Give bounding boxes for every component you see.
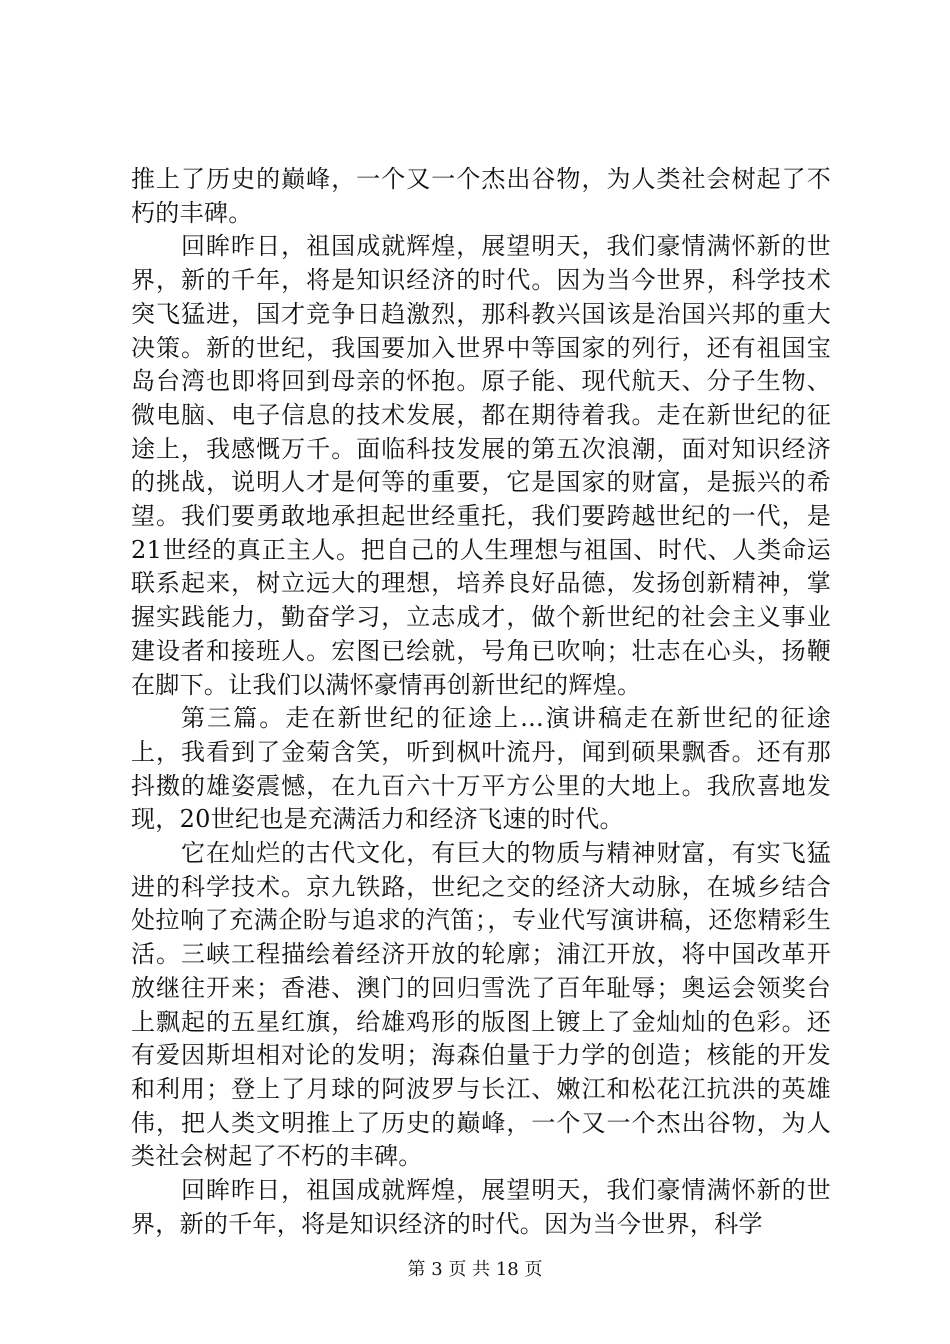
paragraph-3: 第三篇。走在新世纪的征途上...演讲稿走在新世纪的征途上，我看到了金菊含笑，听到枫叶流丹，闻到硕果飘香。还有那抖擞的雄姿震憾，在九百六十万平方公里的大地上。我欣喜地发现，20世纪也是充满活力和经济飞速的时代。	[131, 704, 831, 834]
paragraph-2: 回眸昨日，祖国成就辉煌，展望明天，我们豪情满怀新的世界，新的千年，将是知识经济的时代。因为当今世界，科学技术突飞猛进，国才竞争日趋激烈，那科教兴国该是治国兴邦的重大决策。新的世纪，我国要加入世界中等国家的列行，还有祖国宝岛台湾也即将回到母亲的怀抱。原子能、现代航天、分子生物、微电脑、电子信息的技术发展，都在期待着我。走在新世纪的征途上，我感慨万千。面临科技发展的第五次浪潮，面对知识经济的挑战，说明人才是何等的重要，它是国家的财富，是振兴的希望。我们要勇敢地承担起世经重托，我们要跨越世纪的一代，是21世经的真正主人。把自己的人生理想与祖国、时代、人类命运联系起来，树立远大的理想，培养良好品德，发扬创新精神，掌握实践能力，勤奋学习，立志成才，做个新世纪的社会主义事业建设者和接班人。宏图已绘就，号角已吹响；壮志在心头，扬鞭在脚下。让我们以满怀豪情再创新世纪的辉煌。	[131, 232, 831, 699]
paragraph-4: 它在灿烂的古代文化，有巨大的物质与精神财富，有实飞猛进的科学技术。京九铁路，世纪之交的经济大动脉，在城乡结合处拉响了充满企盼与追求的汽笛；，专业代写演讲稿，还您精彩生活。三峡工程描绘着经济开放的轮廓；浦江开放，将中国改革开放继往开来；香港、澳门的回归雪洗了百年耻辱；奥运会领奖台上飘起的五星红旗，给雄鸡形的版图上镀上了金灿灿的色彩。还有爱因斯坦相对论的发明；海森伯量于力学的创造；核能的开发和利用；登上了月球的阿波罗与长江、嫩江和松花江抗洪的英雄伟，把人类文明推上了历史的巅峰，一个又一个杰出谷物，为人类社会树起了不朽的丰碑。	[131, 839, 831, 1171]
page-number-footer: 第 3 页 共 18 页	[407, 1259, 543, 1280]
paragraph-5: 回眸昨日，祖国成就辉煌，展望明天，我们豪情满怀新的世界，新的千年，将是知识经济的时代。因为当今世界，科学	[131, 1176, 831, 1238]
paragraph-1: 推上了历史的巅峰，一个又一个杰出谷物，为人类社会树起了不朽的丰碑。	[131, 165, 831, 227]
document-body	[131, 163, 831, 1242]
